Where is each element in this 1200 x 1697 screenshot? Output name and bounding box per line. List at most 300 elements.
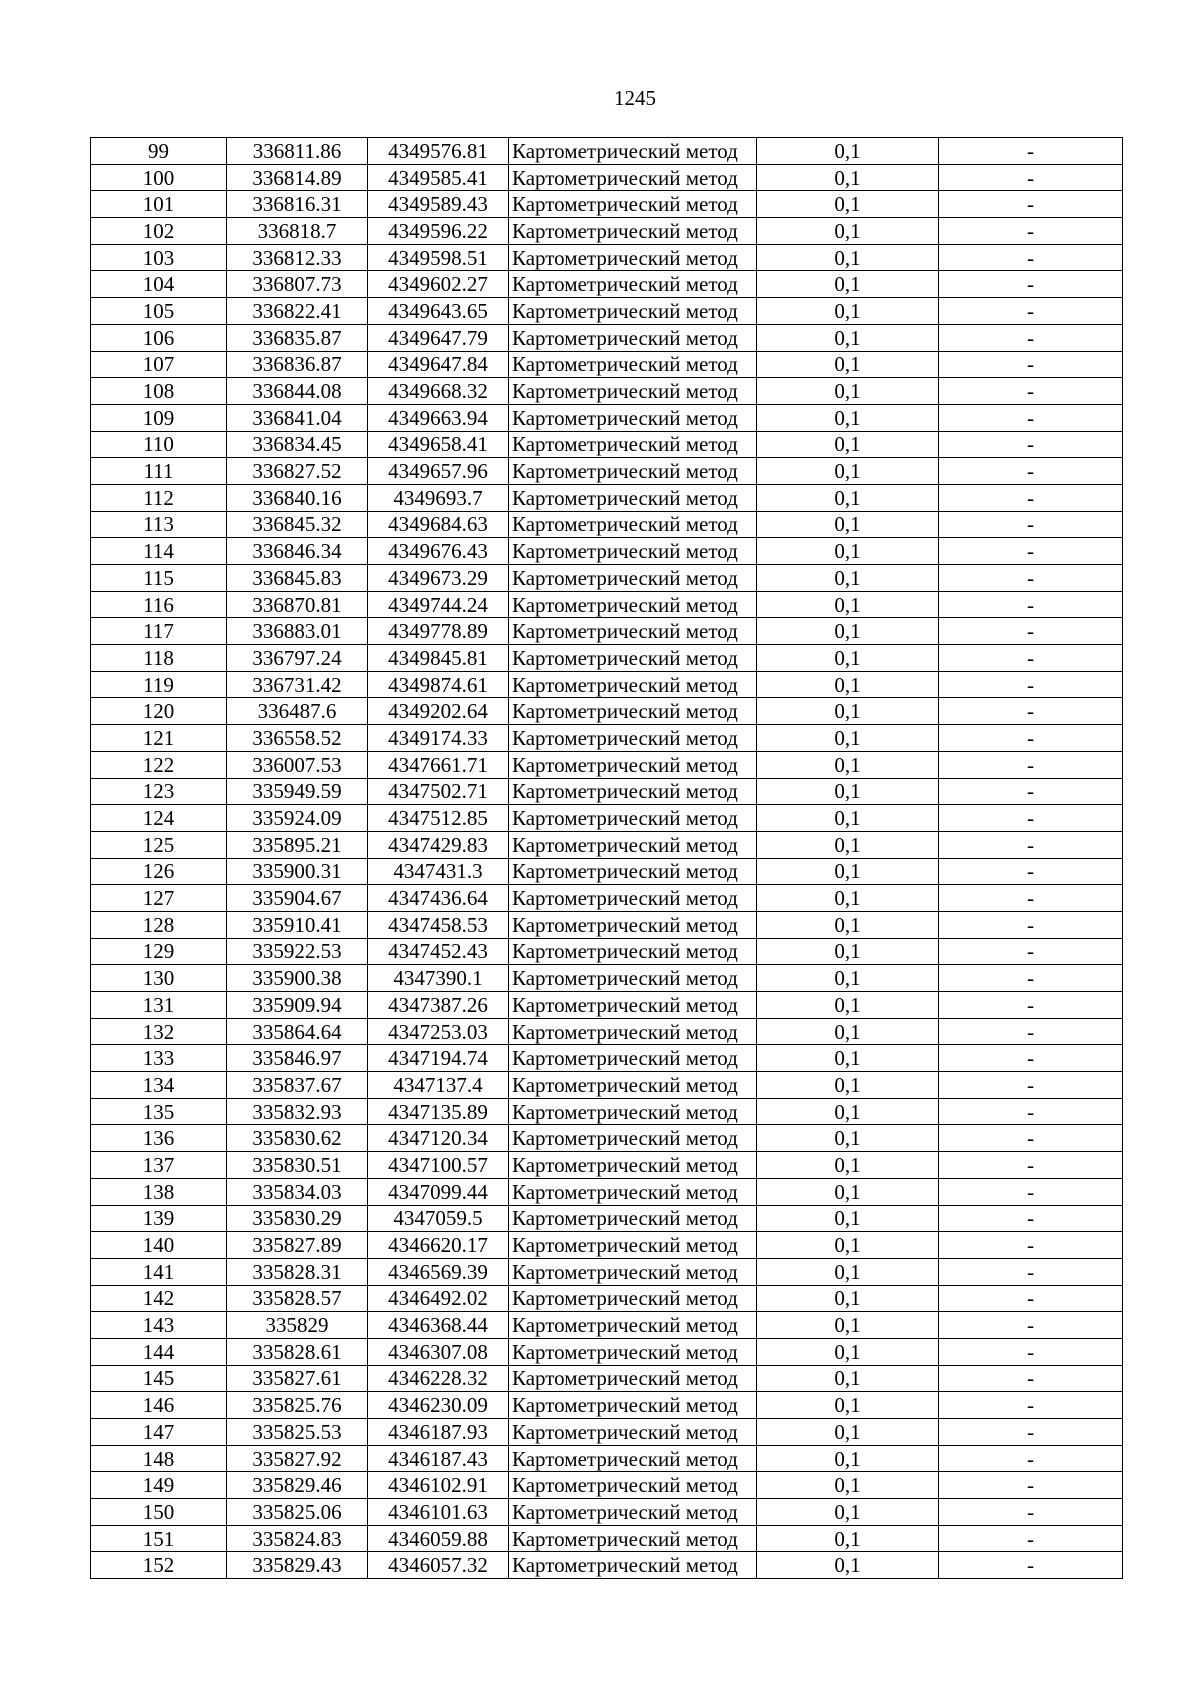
method-cell: Картометрический метод: [509, 1152, 757, 1179]
dash-cell: -: [939, 1258, 1123, 1285]
x-coordinate-cell: 335910.41: [227, 911, 368, 938]
accuracy-cell: 0,1: [757, 698, 939, 725]
x-coordinate-cell: 335895.21: [227, 831, 368, 858]
table-row: [91, 431, 1123, 458]
method-cell: Картометрический метод: [509, 164, 757, 191]
accuracy-cell: 0,1: [757, 1285, 939, 1312]
table-row: [91, 778, 1123, 805]
point-number-cell: 115: [91, 565, 227, 592]
dash-cell: -: [939, 324, 1123, 351]
x-coordinate-cell: 335832.93: [227, 1098, 368, 1125]
accuracy-cell: 0,1: [757, 1552, 939, 1579]
accuracy-cell: 0,1: [757, 1152, 939, 1179]
accuracy-cell: 0,1: [757, 1072, 939, 1099]
y-coordinate-cell: 4349845.81: [368, 645, 509, 672]
x-coordinate-cell: 335830.29: [227, 1205, 368, 1232]
table-row: [91, 1205, 1123, 1232]
y-coordinate-cell: 4346101.63: [368, 1499, 509, 1526]
table-row: [91, 591, 1123, 618]
table-row: [91, 271, 1123, 298]
dash-cell: -: [939, 1552, 1123, 1579]
dash-cell: -: [939, 1499, 1123, 1526]
y-coordinate-cell: 4349668.32: [368, 378, 509, 405]
point-number-cell: 122: [91, 751, 227, 778]
accuracy-cell: 0,1: [757, 538, 939, 565]
method-cell: Картометрический метод: [509, 751, 757, 778]
point-number-cell: 120: [91, 698, 227, 725]
y-coordinate-cell: 4347137.4: [368, 1072, 509, 1099]
method-cell: Картометрический метод: [509, 1525, 757, 1552]
point-number-cell: 118: [91, 645, 227, 672]
table-row: [91, 191, 1123, 218]
method-cell: Картометрический метод: [509, 351, 757, 378]
x-coordinate-cell: 335825.53: [227, 1419, 368, 1446]
accuracy-cell: 0,1: [757, 992, 939, 1019]
y-coordinate-cell: 4349874.61: [368, 671, 509, 698]
y-coordinate-cell: 4349684.63: [368, 511, 509, 538]
y-coordinate-cell: 4347387.26: [368, 992, 509, 1019]
x-coordinate-cell: 335828.31: [227, 1258, 368, 1285]
table-row: [91, 1258, 1123, 1285]
point-number-cell: 133: [91, 1045, 227, 1072]
point-number-cell: 123: [91, 778, 227, 805]
x-coordinate-cell: 335900.38: [227, 965, 368, 992]
y-coordinate-cell: 4349596.22: [368, 218, 509, 245]
point-number-cell: 111: [91, 458, 227, 485]
x-coordinate-cell: 336845.83: [227, 565, 368, 592]
method-cell: Картометрический метод: [509, 1072, 757, 1099]
x-coordinate-cell: 336558.52: [227, 725, 368, 752]
point-number-cell: 108: [91, 378, 227, 405]
accuracy-cell: 0,1: [757, 965, 939, 992]
y-coordinate-cell: 4346187.43: [368, 1445, 509, 1472]
x-coordinate-cell: 335834.03: [227, 1178, 368, 1205]
point-number-cell: 148: [91, 1445, 227, 1472]
method-cell: Картометрический метод: [509, 1098, 757, 1125]
y-coordinate-cell: 4346187.93: [368, 1419, 509, 1446]
accuracy-cell: 0,1: [757, 591, 939, 618]
accuracy-cell: 0,1: [757, 511, 939, 538]
dash-cell: -: [939, 1018, 1123, 1045]
method-cell: Картометрический метод: [509, 378, 757, 405]
y-coordinate-cell: 4347502.71: [368, 778, 509, 805]
table-row: [91, 164, 1123, 191]
table-row: [91, 911, 1123, 938]
method-cell: Картометрический метод: [509, 538, 757, 565]
method-cell: Картометрический метод: [509, 484, 757, 511]
point-number-cell: 130: [91, 965, 227, 992]
point-number-cell: 143: [91, 1312, 227, 1339]
y-coordinate-cell: 4346102.91: [368, 1472, 509, 1499]
dash-cell: -: [939, 858, 1123, 885]
y-coordinate-cell: 4347431.3: [368, 858, 509, 885]
point-number-cell: 131: [91, 992, 227, 1019]
y-coordinate-cell: 4349576.81: [368, 138, 509, 165]
point-number-cell: 127: [91, 885, 227, 912]
x-coordinate-cell: 335825.76: [227, 1392, 368, 1419]
accuracy-cell: 0,1: [757, 324, 939, 351]
method-cell: Картометрический метод: [509, 298, 757, 325]
dash-cell: -: [939, 244, 1123, 271]
y-coordinate-cell: 4349585.41: [368, 164, 509, 191]
dash-cell: -: [939, 805, 1123, 832]
method-cell: Картометрический метод: [509, 911, 757, 938]
accuracy-cell: 0,1: [757, 1258, 939, 1285]
y-coordinate-cell: 4349602.27: [368, 271, 509, 298]
dash-cell: -: [939, 565, 1123, 592]
x-coordinate-cell: 335837.67: [227, 1072, 368, 1099]
point-number-cell: 125: [91, 831, 227, 858]
accuracy-cell: 0,1: [757, 1205, 939, 1232]
method-cell: Картометрический метод: [509, 965, 757, 992]
dash-cell: -: [939, 378, 1123, 405]
dash-cell: -: [939, 271, 1123, 298]
accuracy-cell: 0,1: [757, 1445, 939, 1472]
method-cell: Картометрический метод: [509, 218, 757, 245]
table-row: [91, 698, 1123, 725]
method-cell: Картометрический метод: [509, 1258, 757, 1285]
point-number-cell: 104: [91, 271, 227, 298]
accuracy-cell: 0,1: [757, 751, 939, 778]
table-row: [91, 1098, 1123, 1125]
y-coordinate-cell: 4349744.24: [368, 591, 509, 618]
dash-cell: -: [939, 538, 1123, 565]
accuracy-cell: 0,1: [757, 1472, 939, 1499]
x-coordinate-cell: 336797.24: [227, 645, 368, 672]
accuracy-cell: 0,1: [757, 244, 939, 271]
dash-cell: -: [939, 138, 1123, 165]
accuracy-cell: 0,1: [757, 911, 939, 938]
method-cell: Картометрический метод: [509, 1552, 757, 1579]
y-coordinate-cell: 4346492.02: [368, 1285, 509, 1312]
dash-cell: -: [939, 1178, 1123, 1205]
x-coordinate-cell: 335829.46: [227, 1472, 368, 1499]
table-row: [91, 1045, 1123, 1072]
table-row: [91, 992, 1123, 1019]
y-coordinate-cell: 4346620.17: [368, 1232, 509, 1259]
y-coordinate-cell: 4347194.74: [368, 1045, 509, 1072]
point-number-cell: 107: [91, 351, 227, 378]
x-coordinate-cell: 335924.09: [227, 805, 368, 832]
point-number-cell: 124: [91, 805, 227, 832]
dash-cell: -: [939, 885, 1123, 912]
y-coordinate-cell: 4346230.09: [368, 1392, 509, 1419]
accuracy-cell: 0,1: [757, 831, 939, 858]
table-row: [91, 484, 1123, 511]
y-coordinate-cell: 4349174.33: [368, 725, 509, 752]
point-number-cell: 150: [91, 1499, 227, 1526]
table-row: [91, 1392, 1123, 1419]
x-coordinate-cell: 336870.81: [227, 591, 368, 618]
accuracy-cell: 0,1: [757, 1045, 939, 1072]
point-number-cell: 109: [91, 404, 227, 431]
dash-cell: -: [939, 164, 1123, 191]
method-cell: Картометрический метод: [509, 271, 757, 298]
table-row: [91, 831, 1123, 858]
point-number-cell: 100: [91, 164, 227, 191]
method-cell: Картометрический метод: [509, 138, 757, 165]
dash-cell: -: [939, 484, 1123, 511]
y-coordinate-cell: 4347436.64: [368, 885, 509, 912]
x-coordinate-cell: 335828.61: [227, 1338, 368, 1365]
accuracy-cell: 0,1: [757, 1525, 939, 1552]
dash-cell: -: [939, 404, 1123, 431]
y-coordinate-cell: 4346228.32: [368, 1365, 509, 1392]
table-row: [91, 725, 1123, 752]
x-coordinate-cell: 336811.86: [227, 138, 368, 165]
dash-cell: -: [939, 965, 1123, 992]
x-coordinate-cell: 336844.08: [227, 378, 368, 405]
x-coordinate-cell: 336835.87: [227, 324, 368, 351]
point-number-cell: 136: [91, 1125, 227, 1152]
dash-cell: -: [939, 1285, 1123, 1312]
dash-cell: -: [939, 1152, 1123, 1179]
point-number-cell: 112: [91, 484, 227, 511]
x-coordinate-cell: 335904.67: [227, 885, 368, 912]
point-number-cell: 147: [91, 1419, 227, 1446]
point-number-cell: 121: [91, 725, 227, 752]
table-row: [91, 671, 1123, 698]
x-coordinate-cell: 336845.32: [227, 511, 368, 538]
table-row: [91, 538, 1123, 565]
table-row: [91, 885, 1123, 912]
accuracy-cell: 0,1: [757, 484, 939, 511]
accuracy-cell: 0,1: [757, 1232, 939, 1259]
table-row: [91, 1365, 1123, 1392]
method-cell: Картометрический метод: [509, 885, 757, 912]
y-coordinate-cell: 4349657.96: [368, 458, 509, 485]
y-coordinate-cell: 4347458.53: [368, 911, 509, 938]
table-row: [91, 1525, 1123, 1552]
method-cell: Картометрический метод: [509, 1285, 757, 1312]
y-coordinate-cell: 4347059.5: [368, 1205, 509, 1232]
table-row: [91, 298, 1123, 325]
method-cell: Картометрический метод: [509, 244, 757, 271]
table-row: [91, 244, 1123, 271]
point-number-cell: 129: [91, 938, 227, 965]
x-coordinate-cell: 336840.16: [227, 484, 368, 511]
point-number-cell: 117: [91, 618, 227, 645]
table-row: [91, 1125, 1123, 1152]
x-coordinate-cell: 335900.31: [227, 858, 368, 885]
point-number-cell: 139: [91, 1205, 227, 1232]
point-number-cell: 128: [91, 911, 227, 938]
x-coordinate-cell: 336807.73: [227, 271, 368, 298]
point-number-cell: 140: [91, 1232, 227, 1259]
x-coordinate-cell: 336007.53: [227, 751, 368, 778]
table-row: [91, 965, 1123, 992]
accuracy-cell: 0,1: [757, 565, 939, 592]
accuracy-cell: 0,1: [757, 618, 939, 645]
y-coordinate-cell: 4346057.32: [368, 1552, 509, 1579]
x-coordinate-cell: 335827.89: [227, 1232, 368, 1259]
y-coordinate-cell: 4347120.34: [368, 1125, 509, 1152]
point-number-cell: 137: [91, 1152, 227, 1179]
y-coordinate-cell: 4347452.43: [368, 938, 509, 965]
point-number-cell: 103: [91, 244, 227, 271]
method-cell: Картометрический метод: [509, 591, 757, 618]
point-number-cell: 135: [91, 1098, 227, 1125]
table-row: [91, 1152, 1123, 1179]
point-number-cell: 101: [91, 191, 227, 218]
dash-cell: -: [939, 1392, 1123, 1419]
dash-cell: -: [939, 911, 1123, 938]
y-coordinate-cell: 4347390.1: [368, 965, 509, 992]
point-number-cell: 99: [91, 138, 227, 165]
accuracy-cell: 0,1: [757, 191, 939, 218]
accuracy-cell: 0,1: [757, 1419, 939, 1446]
point-number-cell: 151: [91, 1525, 227, 1552]
method-cell: Картометрический метод: [509, 618, 757, 645]
table-row: [91, 1499, 1123, 1526]
method-cell: Картометрический метод: [509, 805, 757, 832]
accuracy-cell: 0,1: [757, 431, 939, 458]
method-cell: Картометрический метод: [509, 831, 757, 858]
point-number-cell: 116: [91, 591, 227, 618]
accuracy-cell: 0,1: [757, 938, 939, 965]
accuracy-cell: 0,1: [757, 351, 939, 378]
x-coordinate-cell: 336487.6: [227, 698, 368, 725]
method-cell: Картометрический метод: [509, 992, 757, 1019]
accuracy-cell: 0,1: [757, 725, 939, 752]
table-row: [91, 858, 1123, 885]
x-coordinate-cell: 335830.62: [227, 1125, 368, 1152]
method-cell: Картометрический метод: [509, 1312, 757, 1339]
x-coordinate-cell: 336836.87: [227, 351, 368, 378]
x-coordinate-cell: 335827.92: [227, 1445, 368, 1472]
accuracy-cell: 0,1: [757, 1018, 939, 1045]
x-coordinate-cell: 336846.34: [227, 538, 368, 565]
method-cell: Картометрический метод: [509, 1472, 757, 1499]
dash-cell: -: [939, 992, 1123, 1019]
page-number: 1245: [614, 86, 656, 110]
accuracy-cell: 0,1: [757, 164, 939, 191]
point-number-cell: 119: [91, 671, 227, 698]
accuracy-cell: 0,1: [757, 458, 939, 485]
method-cell: Картометрический метод: [509, 511, 757, 538]
table-row: [91, 351, 1123, 378]
dash-cell: -: [939, 1445, 1123, 1472]
dash-cell: -: [939, 1312, 1123, 1339]
point-number-cell: 144: [91, 1338, 227, 1365]
y-coordinate-cell: 4347099.44: [368, 1178, 509, 1205]
y-coordinate-cell: 4347512.85: [368, 805, 509, 832]
y-coordinate-cell: 4347253.03: [368, 1018, 509, 1045]
table-row: [91, 511, 1123, 538]
table-row: [91, 1072, 1123, 1099]
dash-cell: -: [939, 1472, 1123, 1499]
accuracy-cell: 0,1: [757, 805, 939, 832]
point-number-cell: 145: [91, 1365, 227, 1392]
table-row: [91, 1285, 1123, 1312]
y-coordinate-cell: 4349676.43: [368, 538, 509, 565]
method-cell: Картометрический метод: [509, 645, 757, 672]
table-row: [91, 1338, 1123, 1365]
table-row: [91, 1445, 1123, 1472]
dash-cell: -: [939, 191, 1123, 218]
table-row: [91, 938, 1123, 965]
x-coordinate-cell: 336818.7: [227, 218, 368, 245]
table-row: [91, 1419, 1123, 1446]
point-number-cell: 126: [91, 858, 227, 885]
dash-cell: -: [939, 1232, 1123, 1259]
point-number-cell: 110: [91, 431, 227, 458]
y-coordinate-cell: 4349647.84: [368, 351, 509, 378]
x-coordinate-cell: 335824.83: [227, 1525, 368, 1552]
y-coordinate-cell: 4349202.64: [368, 698, 509, 725]
dash-cell: -: [939, 1098, 1123, 1125]
y-coordinate-cell: 4347429.83: [368, 831, 509, 858]
dash-cell: -: [939, 778, 1123, 805]
method-cell: Картометрический метод: [509, 938, 757, 965]
method-cell: Картометрический метод: [509, 191, 757, 218]
table-row: [91, 1178, 1123, 1205]
dash-cell: -: [939, 591, 1123, 618]
point-number-cell: 113: [91, 511, 227, 538]
method-cell: Картометрический метод: [509, 1445, 757, 1472]
dash-cell: -: [939, 1045, 1123, 1072]
y-coordinate-cell: 4349663.94: [368, 404, 509, 431]
dash-cell: -: [939, 1205, 1123, 1232]
dash-cell: -: [939, 725, 1123, 752]
method-cell: Картометрический метод: [509, 1232, 757, 1259]
accuracy-cell: 0,1: [757, 778, 939, 805]
accuracy-cell: 0,1: [757, 298, 939, 325]
method-cell: Картометрический метод: [509, 1178, 757, 1205]
point-number-cell: 134: [91, 1072, 227, 1099]
dash-cell: -: [939, 751, 1123, 778]
y-coordinate-cell: 4349598.51: [368, 244, 509, 271]
method-cell: Картометрический метод: [509, 698, 757, 725]
dash-cell: -: [939, 1419, 1123, 1446]
coordinates-table: [90, 137, 1123, 1579]
table-row: [91, 1232, 1123, 1259]
dash-cell: -: [939, 1525, 1123, 1552]
method-cell: Картометрический метод: [509, 725, 757, 752]
accuracy-cell: 0,1: [757, 138, 939, 165]
method-cell: Картометрический метод: [509, 1125, 757, 1152]
accuracy-cell: 0,1: [757, 1338, 939, 1365]
x-coordinate-cell: 336834.45: [227, 431, 368, 458]
y-coordinate-cell: 4347135.89: [368, 1098, 509, 1125]
y-coordinate-cell: 4346368.44: [368, 1312, 509, 1339]
y-coordinate-cell: 4349658.41: [368, 431, 509, 458]
y-coordinate-cell: 4349647.79: [368, 324, 509, 351]
x-coordinate-cell: 335949.59: [227, 778, 368, 805]
x-coordinate-cell: 336841.04: [227, 404, 368, 431]
accuracy-cell: 0,1: [757, 1125, 939, 1152]
x-coordinate-cell: 335829: [227, 1312, 368, 1339]
table-row: [91, 565, 1123, 592]
accuracy-cell: 0,1: [757, 404, 939, 431]
accuracy-cell: 0,1: [757, 378, 939, 405]
method-cell: Картометрический метод: [509, 671, 757, 698]
accuracy-cell: 0,1: [757, 218, 939, 245]
dash-cell: -: [939, 1072, 1123, 1099]
accuracy-cell: 0,1: [757, 1098, 939, 1125]
method-cell: Картометрический метод: [509, 565, 757, 592]
dash-cell: -: [939, 458, 1123, 485]
method-cell: Картометрический метод: [509, 1365, 757, 1392]
x-coordinate-cell: 335922.53: [227, 938, 368, 965]
dash-cell: -: [939, 1338, 1123, 1365]
dash-cell: -: [939, 1365, 1123, 1392]
point-number-cell: 152: [91, 1552, 227, 1579]
table-row: [91, 378, 1123, 405]
method-cell: Картометрический метод: [509, 778, 757, 805]
dash-cell: -: [939, 431, 1123, 458]
x-coordinate-cell: 335827.61: [227, 1365, 368, 1392]
